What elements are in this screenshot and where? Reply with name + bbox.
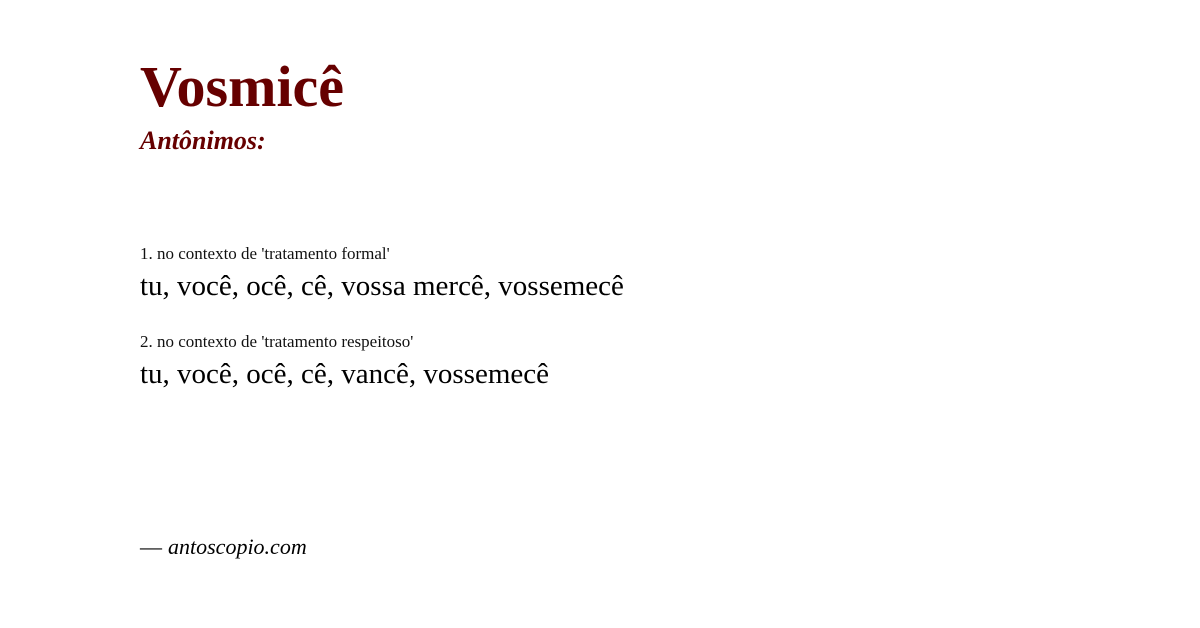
page-title: Vosmicê	[140, 54, 345, 119]
page-header	[140, 56, 1140, 156]
source-attribution	[140, 533, 307, 561]
sense-terms: tu, você, ocê, cê, vancê, vossemecê	[140, 358, 550, 390]
sense-number: 2.	[140, 332, 153, 351]
section-subtitle: Antônimos:	[140, 126, 266, 155]
list-item	[140, 243, 1160, 305]
sense-label	[140, 243, 1160, 265]
em-dash: —	[140, 534, 162, 559]
sense-context: no contexto de 'tratamento formal'	[157, 244, 390, 263]
sense-context: no contexto de 'tratamento respeitoso'	[157, 332, 414, 351]
list-item	[140, 331, 1160, 393]
sense-number: 1.	[140, 244, 153, 263]
sense-list	[140, 243, 1160, 393]
sense-label	[140, 331, 1160, 353]
sense-terms: tu, você, ocê, cê, vossa mercê, vossemecê	[140, 270, 624, 302]
source-name: antoscopio.com	[168, 534, 307, 559]
